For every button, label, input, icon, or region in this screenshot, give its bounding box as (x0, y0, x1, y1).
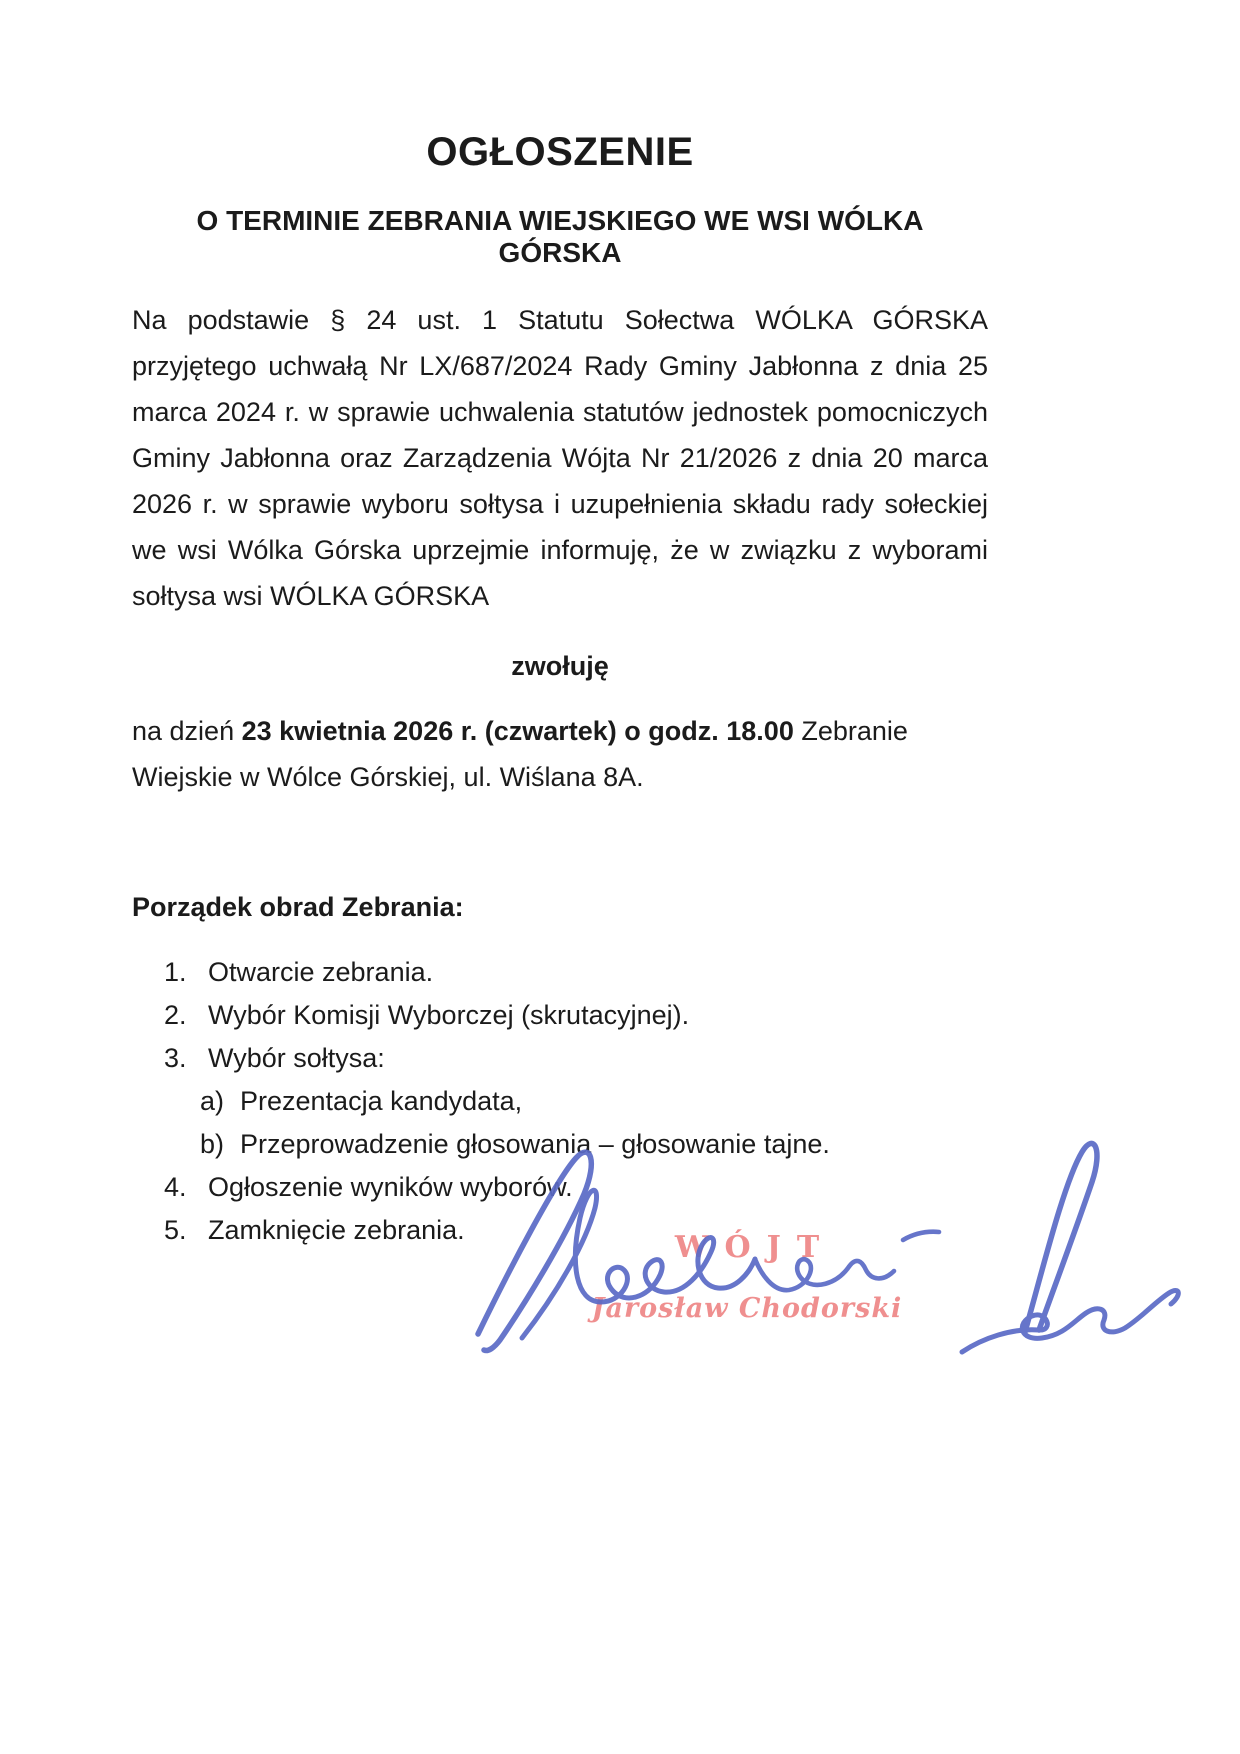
date-suffix: Zebranie Wiejskie w Wólce Górskiej, ul. Wiślana 8A. (132, 716, 908, 792)
agenda-item-text: Zamknięcie zebrania. (208, 1215, 465, 1245)
legal-basis-paragraph: Na podstawie § 24 ust. 1 Statutu Sołectwa WÓLKA GÓRSKA przyjętego uchwałą Nr LX/687/2024 Rady Gminy Jabłonna z dnia 25 marca 2024 r. w sprawie uchwalenia statutów jednostek pomocniczych Gminy Jabłonna oraz Zarządzenia Wójta Nr 21/2026 z dnia 20 marca 2026 r. w sprawie wyboru sołtysa i uzupełnienia składu rady sołeckiej we wsi Wólka Górska uprzejmie informuję, że w związku z wyborami sołtysa wsi WÓLKA GÓRSKA (132, 305, 988, 611)
agenda-item-number: 5. (164, 1215, 187, 1245)
agenda-item-number: b) (200, 1129, 225, 1159)
document-body (132, 130, 988, 1252)
agenda-item-number: 4. (164, 1172, 187, 1202)
agenda-item-number: 2. (164, 1000, 187, 1030)
date-bold: 23 kwietnia 2026 r. (czwartek) o godz. 18.00 (241, 716, 794, 746)
agenda-item-text: Otwarcie zebrania. (208, 957, 434, 987)
agenda-subitem-a (132, 1080, 988, 1123)
agenda-item-text: Ogłoszenie wyników wyborów. (208, 1172, 573, 1202)
agenda-item-number: 3. (164, 1043, 187, 1073)
agenda-heading: Porządek obrad Zebrania: (132, 892, 464, 922)
agenda-item-3 (132, 1037, 988, 1080)
agenda-item-text: Wybór Komisji Wyborczej (skrutacyjnej). (208, 1000, 690, 1030)
document-subtitle: O TERMINIE ZEBRANIA WIEJSKIEGO WE WSI WÓLKA GÓRSKA (196, 205, 924, 268)
agenda-item-text: Prezentacja kandydata, (240, 1086, 523, 1116)
convene-word: zwołuję (511, 651, 609, 681)
signature-ink (462, 1122, 1188, 1358)
stamp-name: Jarosław Chodorski (591, 1293, 903, 1324)
agenda-item-number: 1. (164, 957, 187, 987)
agenda-item-1 (132, 951, 988, 994)
agenda-item-text: Przeprowadzenie głosowania – głosowanie tajne. (240, 1129, 830, 1159)
document-title: OGŁOSZENIE (426, 130, 694, 174)
agenda-item-text: Wybór sołtysa: (208, 1043, 385, 1073)
agenda-item-number: a) (200, 1086, 225, 1116)
meeting-date-paragraph (132, 708, 988, 800)
date-prefix: na dzień (132, 716, 242, 746)
stamp-title-wojt: WÓJT (674, 1230, 836, 1265)
agenda-item-2 (132, 994, 988, 1037)
